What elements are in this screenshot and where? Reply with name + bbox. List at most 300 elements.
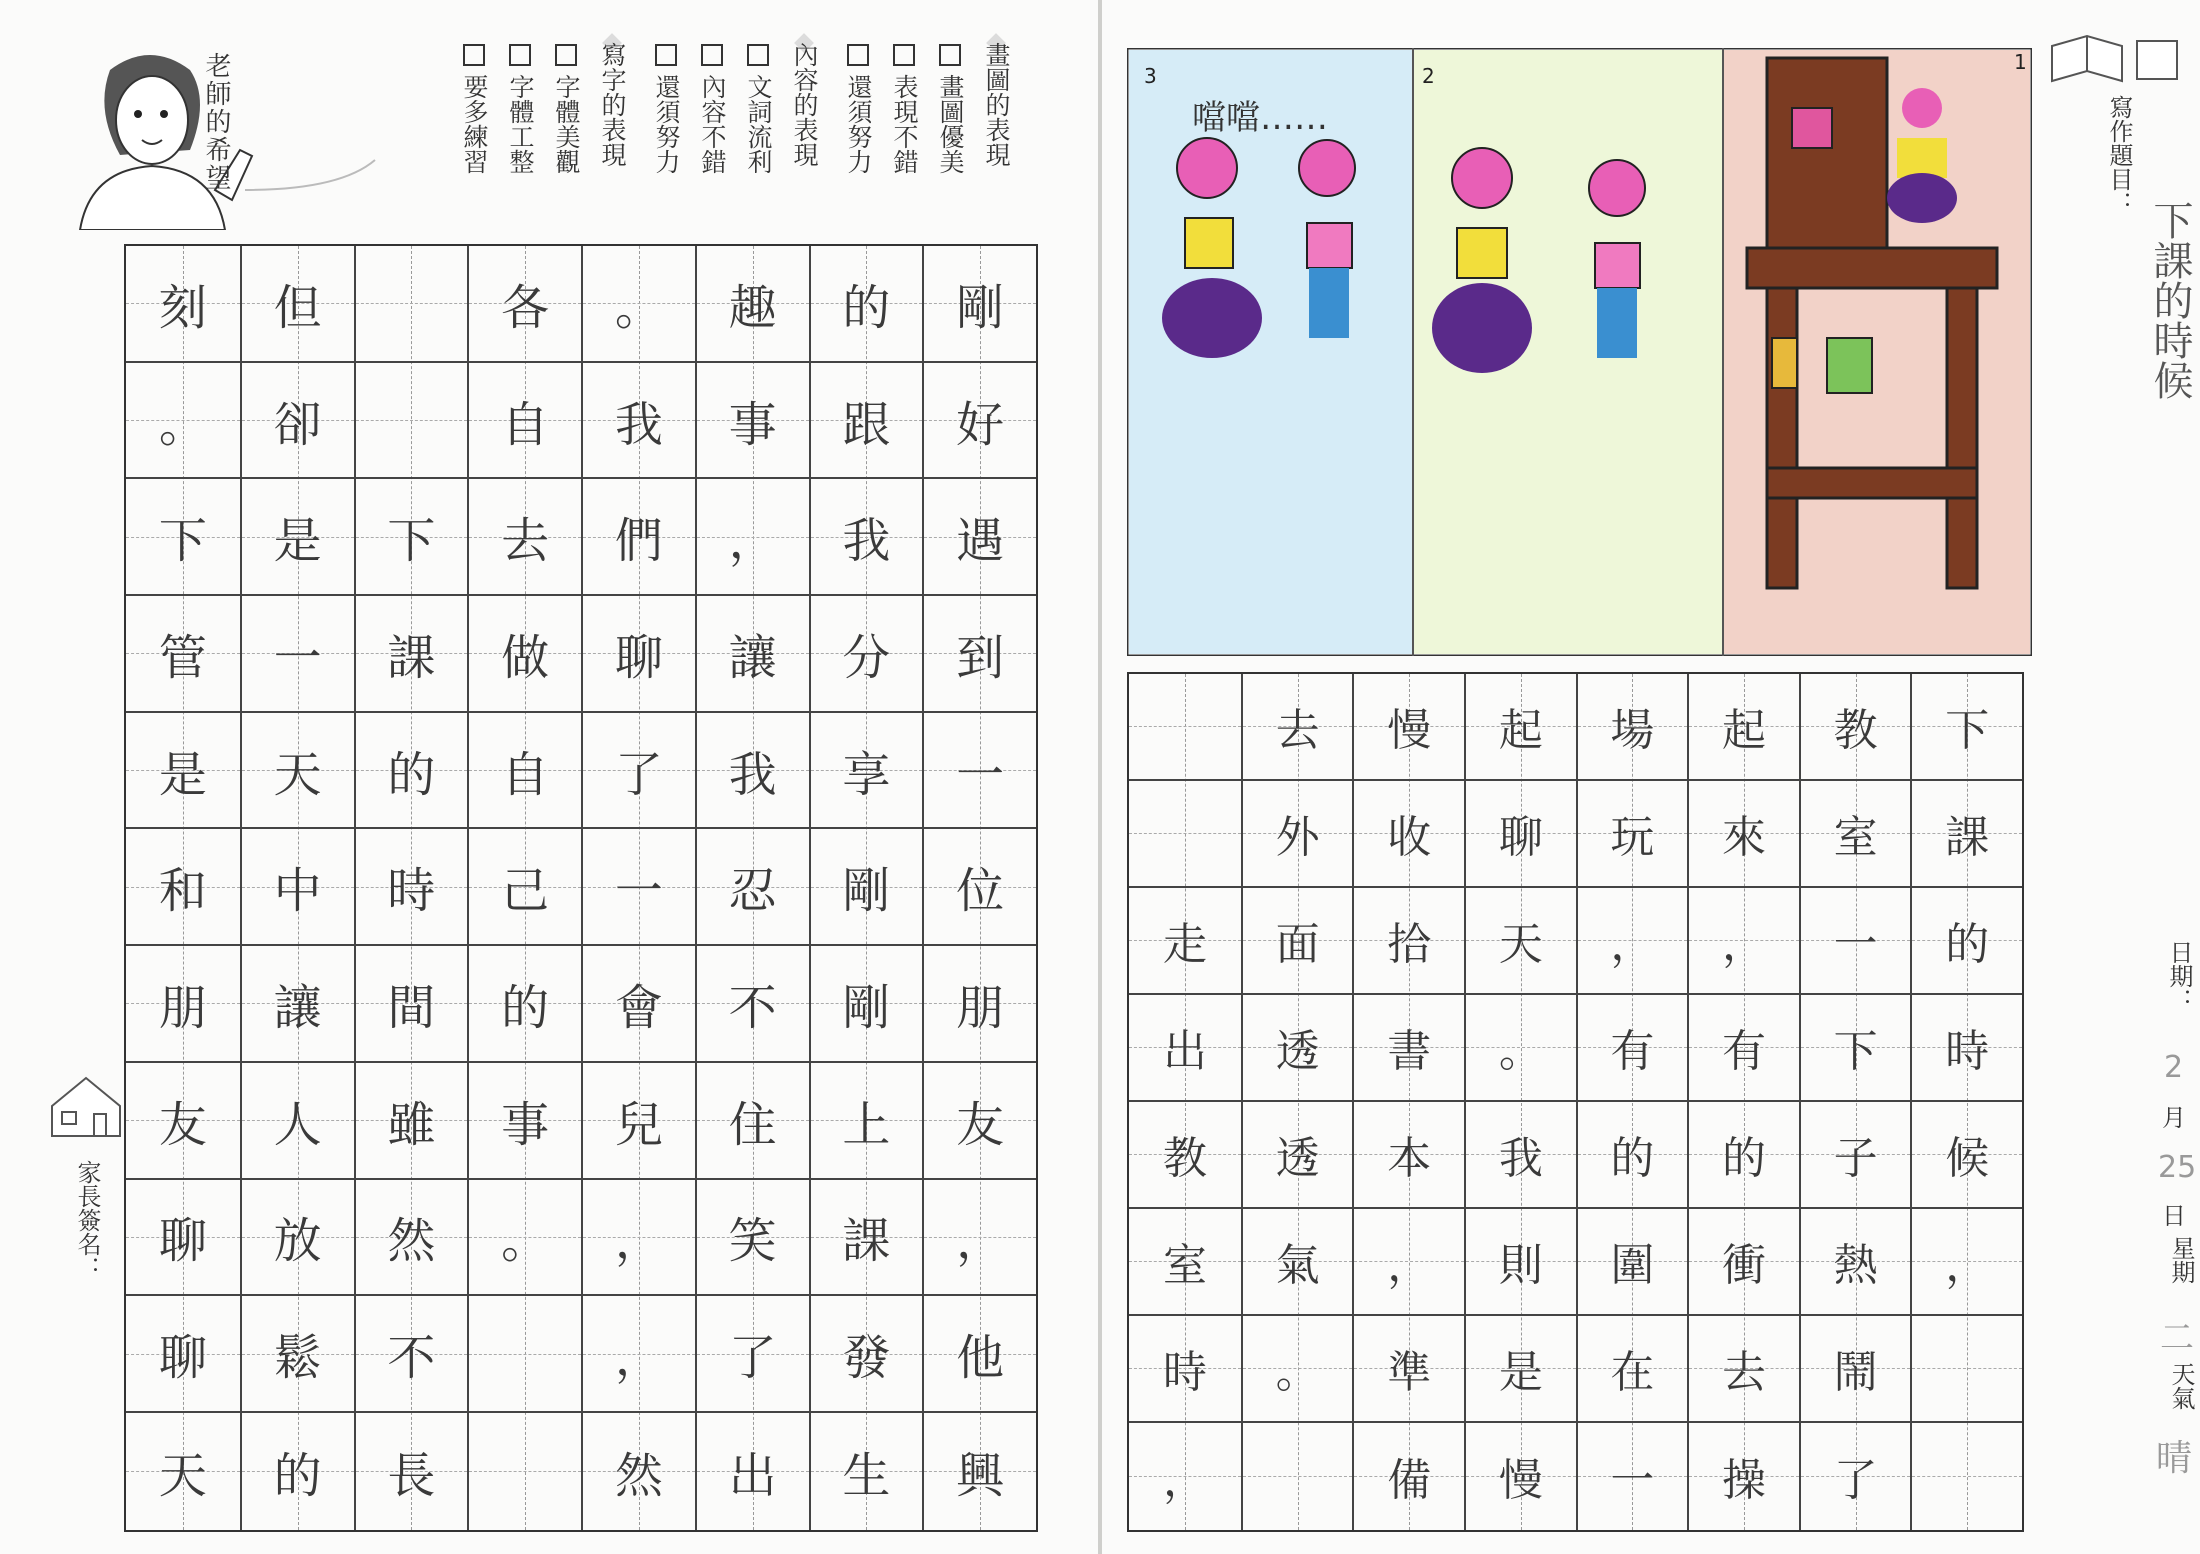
essay-cell bbox=[126, 363, 240, 480]
essay-character: 他 bbox=[956, 1330, 1005, 1387]
essay-cell bbox=[1466, 888, 1576, 995]
essay-character: 時 bbox=[1945, 1026, 1990, 1078]
essay-character: ， bbox=[614, 1330, 663, 1387]
essay-character: 聊 bbox=[614, 629, 663, 686]
essay-cell bbox=[583, 829, 695, 946]
essay-character: 時 bbox=[387, 863, 436, 920]
essay-cell bbox=[697, 946, 809, 1063]
essay-character: ， bbox=[614, 1213, 663, 1270]
essay-character: 子 bbox=[1833, 1133, 1878, 1185]
essay-column bbox=[922, 246, 1036, 1530]
essay-character: 自 bbox=[501, 396, 550, 453]
essay-character: 天 bbox=[273, 746, 322, 803]
essay-character: 走 bbox=[1163, 919, 1208, 971]
essay-character: 剛 bbox=[842, 863, 891, 920]
essay-cell bbox=[1912, 781, 2022, 888]
essay-column bbox=[1464, 674, 1576, 1530]
essay-cell bbox=[1578, 1423, 1688, 1530]
essay-cell bbox=[242, 829, 354, 946]
essay-character: 的 bbox=[1610, 1133, 1655, 1185]
essay-character: 外 bbox=[1275, 812, 1320, 864]
essay-cell bbox=[1129, 888, 1241, 995]
essay-character: 去 bbox=[1275, 705, 1320, 757]
date-label: 日期： bbox=[2165, 940, 2193, 1012]
essay-cell bbox=[924, 479, 1036, 596]
essay-cell bbox=[1129, 1209, 1241, 1316]
essay-cell bbox=[242, 1063, 354, 1180]
essay-character: 起 bbox=[1498, 705, 1543, 757]
essay-cell bbox=[811, 479, 923, 596]
essay-character: 教 bbox=[1833, 705, 1878, 757]
essay-character: 然 bbox=[387, 1213, 436, 1270]
essay-cell bbox=[697, 829, 809, 946]
essay-character: 的 bbox=[387, 746, 436, 803]
essay-cell bbox=[1354, 674, 1464, 781]
check-item[interactable]: 畫圖優美 bbox=[932, 44, 968, 174]
essay-character: 的 bbox=[273, 1447, 322, 1504]
essay-cell bbox=[469, 1413, 581, 1530]
essay-cell bbox=[697, 479, 809, 596]
essay-cell bbox=[583, 479, 695, 596]
essay-cell bbox=[583, 246, 695, 363]
essay-character: 下 bbox=[387, 513, 436, 570]
checkbox[interactable] bbox=[655, 44, 677, 66]
weather-value: 晴 bbox=[2156, 1438, 2193, 1479]
essay-cell bbox=[811, 1063, 923, 1180]
essay-cell bbox=[126, 596, 240, 713]
essay-column bbox=[1576, 674, 1688, 1530]
checkbox[interactable] bbox=[893, 44, 915, 66]
essay-character: 興 bbox=[956, 1447, 1005, 1504]
essay-character: 鬧 bbox=[1833, 1347, 1878, 1399]
essay-cell bbox=[924, 713, 1036, 830]
essay-cell bbox=[1912, 1316, 2022, 1423]
essay-cell bbox=[1243, 781, 1353, 888]
group-heading-content: 內容的表現 bbox=[790, 42, 819, 167]
essay-character: 室 bbox=[1833, 812, 1878, 864]
essay-cell bbox=[697, 246, 809, 363]
essay-cell bbox=[811, 1180, 923, 1297]
essay-character: 發 bbox=[842, 1330, 891, 1387]
essay-cell bbox=[924, 1180, 1036, 1297]
essay-column bbox=[240, 246, 354, 1530]
essay-character: 我 bbox=[1498, 1133, 1543, 1185]
essay-character: 中 bbox=[273, 863, 322, 920]
essay-character: 遇 bbox=[956, 513, 1005, 570]
house-icon bbox=[46, 1070, 126, 1140]
essay-cell bbox=[1578, 1102, 1688, 1209]
essay-cell bbox=[356, 363, 468, 480]
essay-cell bbox=[811, 946, 923, 1063]
essay-cell bbox=[1578, 995, 1688, 1102]
essay-cell bbox=[697, 713, 809, 830]
essay-cell bbox=[242, 713, 354, 830]
essay-character: 慢 bbox=[1387, 705, 1432, 757]
essay-cell bbox=[356, 1296, 468, 1413]
essay-character: 但 bbox=[273, 279, 322, 336]
essay-character: 熱 bbox=[1833, 1240, 1878, 1292]
essay-cell bbox=[924, 596, 1036, 713]
checkbox[interactable] bbox=[701, 44, 723, 66]
essay-character: 書 bbox=[1387, 1026, 1432, 1078]
essay-cell bbox=[1354, 888, 1464, 995]
essay-cell bbox=[1354, 1423, 1464, 1530]
essay-character: 會 bbox=[614, 979, 663, 1036]
essay-character: 去 bbox=[501, 513, 550, 570]
essay-cell bbox=[697, 1413, 809, 1530]
weekday-value: 二 bbox=[2160, 1318, 2194, 1358]
essay-character: 一 bbox=[1833, 919, 1878, 971]
essay-cell bbox=[811, 713, 923, 830]
essay-character: 讓 bbox=[273, 979, 322, 1036]
essay-character: 是 bbox=[273, 513, 322, 570]
essay-column bbox=[1799, 674, 1911, 1530]
essay-character: 了 bbox=[728, 1330, 777, 1387]
essay-character: 管 bbox=[158, 629, 207, 686]
essay-cell bbox=[469, 713, 581, 830]
check-item[interactable]: 字體美觀 bbox=[548, 44, 584, 174]
essay-cell bbox=[1689, 1209, 1799, 1316]
essay-column bbox=[354, 246, 468, 1530]
essay-character: 長 bbox=[387, 1447, 436, 1504]
essay-cell bbox=[1243, 1209, 1353, 1316]
essay-character: 慢 bbox=[1498, 1455, 1543, 1507]
essay-cell bbox=[356, 479, 468, 596]
essay-cell bbox=[469, 596, 581, 713]
essay-cell bbox=[811, 363, 923, 480]
essay-character: 做 bbox=[501, 629, 550, 686]
essay-cell bbox=[1912, 674, 2022, 781]
essay-cell bbox=[1689, 1423, 1799, 1530]
essay-character: 課 bbox=[387, 629, 436, 686]
essay-cell bbox=[924, 829, 1036, 946]
essay-character: 天 bbox=[158, 1447, 207, 1504]
essay-character: 我 bbox=[842, 513, 891, 570]
essay-cell bbox=[583, 713, 695, 830]
essay-cell bbox=[583, 1063, 695, 1180]
essay-cell bbox=[469, 246, 581, 363]
essay-cell bbox=[1801, 1209, 1911, 1316]
left-page bbox=[0, 0, 1098, 1554]
essay-character: 聊 bbox=[158, 1213, 207, 1270]
essay-character: 玩 bbox=[1610, 812, 1655, 864]
essay-cell bbox=[924, 1063, 1036, 1180]
essay-character: 我 bbox=[614, 396, 663, 453]
essay-cell bbox=[697, 363, 809, 480]
check-item[interactable]: 還須努力 bbox=[648, 44, 684, 174]
essay-cell bbox=[356, 246, 468, 363]
essay-cell bbox=[126, 1296, 240, 1413]
essay-cell bbox=[1466, 1209, 1576, 1316]
essay-character: ， bbox=[1387, 1240, 1432, 1292]
essay-cell bbox=[924, 1413, 1036, 1530]
essay-character: 圍 bbox=[1610, 1240, 1655, 1292]
essay-character: 氣 bbox=[1275, 1240, 1320, 1292]
essay-cell bbox=[242, 1413, 354, 1530]
essay-cell bbox=[924, 246, 1036, 363]
essay-cell bbox=[924, 363, 1036, 480]
essay-cell bbox=[811, 1413, 923, 1530]
check-item[interactable]: 還須努力 bbox=[840, 44, 876, 174]
essay-cell bbox=[1354, 1316, 1464, 1423]
essay-character: 讓 bbox=[728, 629, 777, 686]
essay-cell bbox=[469, 1180, 581, 1297]
essay-cell bbox=[1801, 781, 1911, 888]
check-item[interactable]: 表現不錯 bbox=[886, 44, 922, 174]
essay-character: 剛 bbox=[842, 979, 891, 1036]
essay-character: 候 bbox=[1945, 1133, 1990, 1185]
essay-cell bbox=[811, 1296, 923, 1413]
essay-character: 備 bbox=[1387, 1455, 1432, 1507]
essay-cell bbox=[924, 946, 1036, 1063]
essay-cell bbox=[1243, 1316, 1353, 1423]
essay-cell bbox=[242, 479, 354, 596]
essay-character: 時 bbox=[1163, 1347, 1208, 1399]
essay-column bbox=[1129, 674, 1241, 1530]
essay-character: 住 bbox=[728, 1096, 777, 1153]
essay-cell bbox=[242, 1180, 354, 1297]
essay-cell bbox=[1243, 888, 1353, 995]
essay-character: 透 bbox=[1275, 1133, 1320, 1185]
essay-character: 下 bbox=[158, 513, 207, 570]
essay-character: 趣 bbox=[728, 279, 777, 336]
day-label: 日 bbox=[2162, 1202, 2186, 1230]
essay-character: 起 bbox=[1722, 705, 1767, 757]
essay-cell bbox=[242, 246, 354, 363]
essay-column bbox=[809, 246, 923, 1530]
essay-character: 場 bbox=[1610, 705, 1655, 757]
essay-character: 的 bbox=[1945, 919, 1990, 971]
essay-character: 去 bbox=[1722, 1347, 1767, 1399]
essay-cell bbox=[126, 713, 240, 830]
essay-character: 生 bbox=[842, 1447, 891, 1504]
essay-column bbox=[1241, 674, 1353, 1530]
checkbox[interactable] bbox=[747, 44, 769, 66]
essay-character: 的 bbox=[842, 279, 891, 336]
day-value: 25 bbox=[2158, 1150, 2197, 1185]
essay-grid-right bbox=[1127, 672, 2024, 1532]
essay-cell bbox=[469, 363, 581, 480]
essay-cell bbox=[1129, 1316, 1241, 1423]
checkbox[interactable] bbox=[555, 44, 577, 66]
essay-character: 分 bbox=[842, 629, 891, 686]
essay-cell bbox=[583, 1180, 695, 1297]
essay-cell bbox=[1912, 995, 2022, 1102]
essay-character: 一 bbox=[956, 746, 1005, 803]
essay-character: 事 bbox=[728, 396, 777, 453]
essay-cell bbox=[583, 946, 695, 1063]
essay-cell bbox=[1466, 1423, 1576, 1530]
essay-cell bbox=[1912, 1423, 2022, 1530]
essay-cell bbox=[1578, 781, 1688, 888]
essay-cell bbox=[811, 596, 923, 713]
essay-column bbox=[695, 246, 809, 1530]
essay-column bbox=[1352, 674, 1464, 1530]
month-value: 2 bbox=[2164, 1050, 2184, 1085]
essay-cell bbox=[126, 1413, 240, 1530]
essay-cell bbox=[583, 1413, 695, 1530]
essay-character: 和 bbox=[158, 863, 207, 920]
essay-cell bbox=[1689, 1102, 1799, 1209]
essay-column bbox=[467, 246, 581, 1530]
essay-character: 來 bbox=[1722, 812, 1767, 864]
essay-character: 面 bbox=[1275, 919, 1320, 971]
essay-character: 放 bbox=[273, 1213, 322, 1270]
essay-character: 出 bbox=[728, 1447, 777, 1504]
essay-character: 一 bbox=[1610, 1455, 1655, 1507]
topic-value: 下課的時候 bbox=[2147, 200, 2193, 400]
essay-character: ， bbox=[956, 1213, 1005, 1270]
check-item[interactable]: 文詞流利 bbox=[740, 44, 776, 174]
essay-character: 己 bbox=[501, 863, 550, 920]
parent-signature-label: 家長簽名： bbox=[73, 1160, 101, 1280]
essay-cell bbox=[356, 596, 468, 713]
essay-character: 兒 bbox=[614, 1096, 663, 1153]
essay-character: 位 bbox=[956, 863, 1005, 920]
essay-cell bbox=[356, 1063, 468, 1180]
essay-cell bbox=[126, 946, 240, 1063]
essay-character: 下 bbox=[1945, 705, 1990, 757]
essay-cell bbox=[1578, 1209, 1688, 1316]
essay-character: 笑 bbox=[728, 1213, 777, 1270]
essay-cell bbox=[1578, 888, 1688, 995]
drawing-caption: 噹噹…… bbox=[1192, 98, 1328, 138]
essay-character: 拾 bbox=[1387, 919, 1432, 971]
essay-cell bbox=[697, 1296, 809, 1413]
essay-character: 忍 bbox=[728, 863, 777, 920]
essay-cell bbox=[1354, 1209, 1464, 1316]
essay-character: 的 bbox=[1722, 1133, 1767, 1185]
essay-cell bbox=[1243, 674, 1353, 781]
essay-cell bbox=[697, 1063, 809, 1180]
panel-number-3: 3 bbox=[1144, 64, 1157, 88]
book-icon bbox=[2042, 26, 2192, 86]
essay-cell bbox=[583, 1296, 695, 1413]
check-item[interactable]: 內容不錯 bbox=[694, 44, 730, 174]
essay-cell bbox=[1689, 1316, 1799, 1423]
essay-cell bbox=[1801, 1423, 1911, 1530]
essay-character: 在 bbox=[1610, 1347, 1655, 1399]
essay-character: 衝 bbox=[1722, 1240, 1767, 1292]
essay-column bbox=[581, 246, 695, 1530]
essay-cell bbox=[126, 1063, 240, 1180]
right-page bbox=[1102, 0, 2200, 1554]
essay-character: 雖 bbox=[387, 1096, 436, 1153]
check-item[interactable]: 要多練習 bbox=[456, 44, 492, 174]
essay-cell bbox=[356, 713, 468, 830]
essay-character: 。 bbox=[614, 279, 663, 336]
essay-cell bbox=[1689, 888, 1799, 995]
essay-cell bbox=[1354, 995, 1464, 1102]
essay-character: 享 bbox=[842, 746, 891, 803]
essay-cell bbox=[1801, 888, 1911, 995]
essay-character: ， bbox=[728, 513, 777, 570]
essay-cell bbox=[1129, 995, 1241, 1102]
essay-character: 出 bbox=[1163, 1026, 1208, 1078]
essay-character: 教 bbox=[1163, 1133, 1208, 1185]
essay-column bbox=[1687, 674, 1799, 1530]
essay-character: 有 bbox=[1722, 1026, 1767, 1078]
essay-grid-left bbox=[124, 244, 1038, 1532]
topic-label: 寫作題目： bbox=[2105, 95, 2133, 215]
weekday-label: 星期 bbox=[2167, 1236, 2195, 1284]
essay-character: 事 bbox=[501, 1096, 550, 1153]
essay-character: 聊 bbox=[158, 1330, 207, 1387]
essay-cell bbox=[811, 246, 923, 363]
essay-cell bbox=[1912, 1209, 2022, 1316]
essay-character: 天 bbox=[1498, 919, 1543, 971]
essay-cell bbox=[469, 1063, 581, 1180]
essay-character: 了 bbox=[1833, 1455, 1878, 1507]
essay-character: ， bbox=[1163, 1455, 1208, 1507]
checkbox[interactable] bbox=[463, 44, 485, 66]
essay-cell bbox=[126, 1180, 240, 1297]
essay-character: 透 bbox=[1275, 1026, 1320, 1078]
essay-cell bbox=[1801, 995, 1911, 1102]
essay-character: 是 bbox=[1498, 1347, 1543, 1399]
check-item[interactable]: 字體工整 bbox=[502, 44, 538, 174]
essay-character: 有 bbox=[1610, 1026, 1655, 1078]
essay-cell bbox=[242, 363, 354, 480]
essay-cell bbox=[1354, 1102, 1464, 1209]
essay-cell bbox=[469, 946, 581, 1063]
essay-cell bbox=[1129, 1102, 1241, 1209]
drawing-panels bbox=[1127, 48, 2032, 656]
essay-cell bbox=[1466, 674, 1576, 781]
essay-cell bbox=[1801, 1316, 1911, 1423]
essay-cell bbox=[1129, 781, 1241, 888]
checkbox[interactable] bbox=[939, 44, 961, 66]
month-label: 月 bbox=[2162, 1104, 2186, 1132]
weather-label: 天氣 bbox=[2167, 1362, 2195, 1410]
essay-cell bbox=[469, 829, 581, 946]
essay-character: 鬆 bbox=[273, 1330, 322, 1387]
essay-character: 室 bbox=[1163, 1240, 1208, 1292]
essay-character: 人 bbox=[273, 1096, 322, 1153]
essay-character: 的 bbox=[501, 979, 550, 1036]
essay-cell bbox=[1578, 1316, 1688, 1423]
essay-character: ， bbox=[1610, 919, 1655, 971]
essay-character: 間 bbox=[387, 979, 436, 1036]
essay-character: ， bbox=[1945, 1240, 1990, 1292]
essay-character: 操 bbox=[1722, 1455, 1767, 1507]
essay-character: 不 bbox=[387, 1330, 436, 1387]
essay-character: 刻 bbox=[158, 279, 207, 336]
checkbox[interactable] bbox=[847, 44, 869, 66]
essay-character: 我 bbox=[728, 746, 777, 803]
essay-cell bbox=[356, 1413, 468, 1530]
checkbox[interactable] bbox=[509, 44, 531, 66]
group-heading-drawing: 畫圖的表現 bbox=[982, 42, 1011, 167]
panel-number-2: 2 bbox=[1422, 64, 1435, 88]
essay-cell bbox=[126, 246, 240, 363]
essay-cell bbox=[1466, 995, 1576, 1102]
essay-cell bbox=[811, 829, 923, 946]
essay-character: 上 bbox=[842, 1096, 891, 1153]
essay-cell bbox=[1129, 1423, 1241, 1530]
essay-character: 。 bbox=[1275, 1347, 1320, 1399]
essay-character: 好 bbox=[956, 396, 1005, 453]
essay-cell bbox=[1466, 781, 1576, 888]
essay-cell bbox=[356, 1180, 468, 1297]
essay-cell bbox=[1689, 674, 1799, 781]
essay-character: 一 bbox=[614, 863, 663, 920]
essay-cell bbox=[1801, 1102, 1911, 1209]
essay-character: 。 bbox=[501, 1213, 550, 1270]
essay-cell bbox=[242, 946, 354, 1063]
essay-cell bbox=[1689, 781, 1799, 888]
essay-cell bbox=[697, 596, 809, 713]
